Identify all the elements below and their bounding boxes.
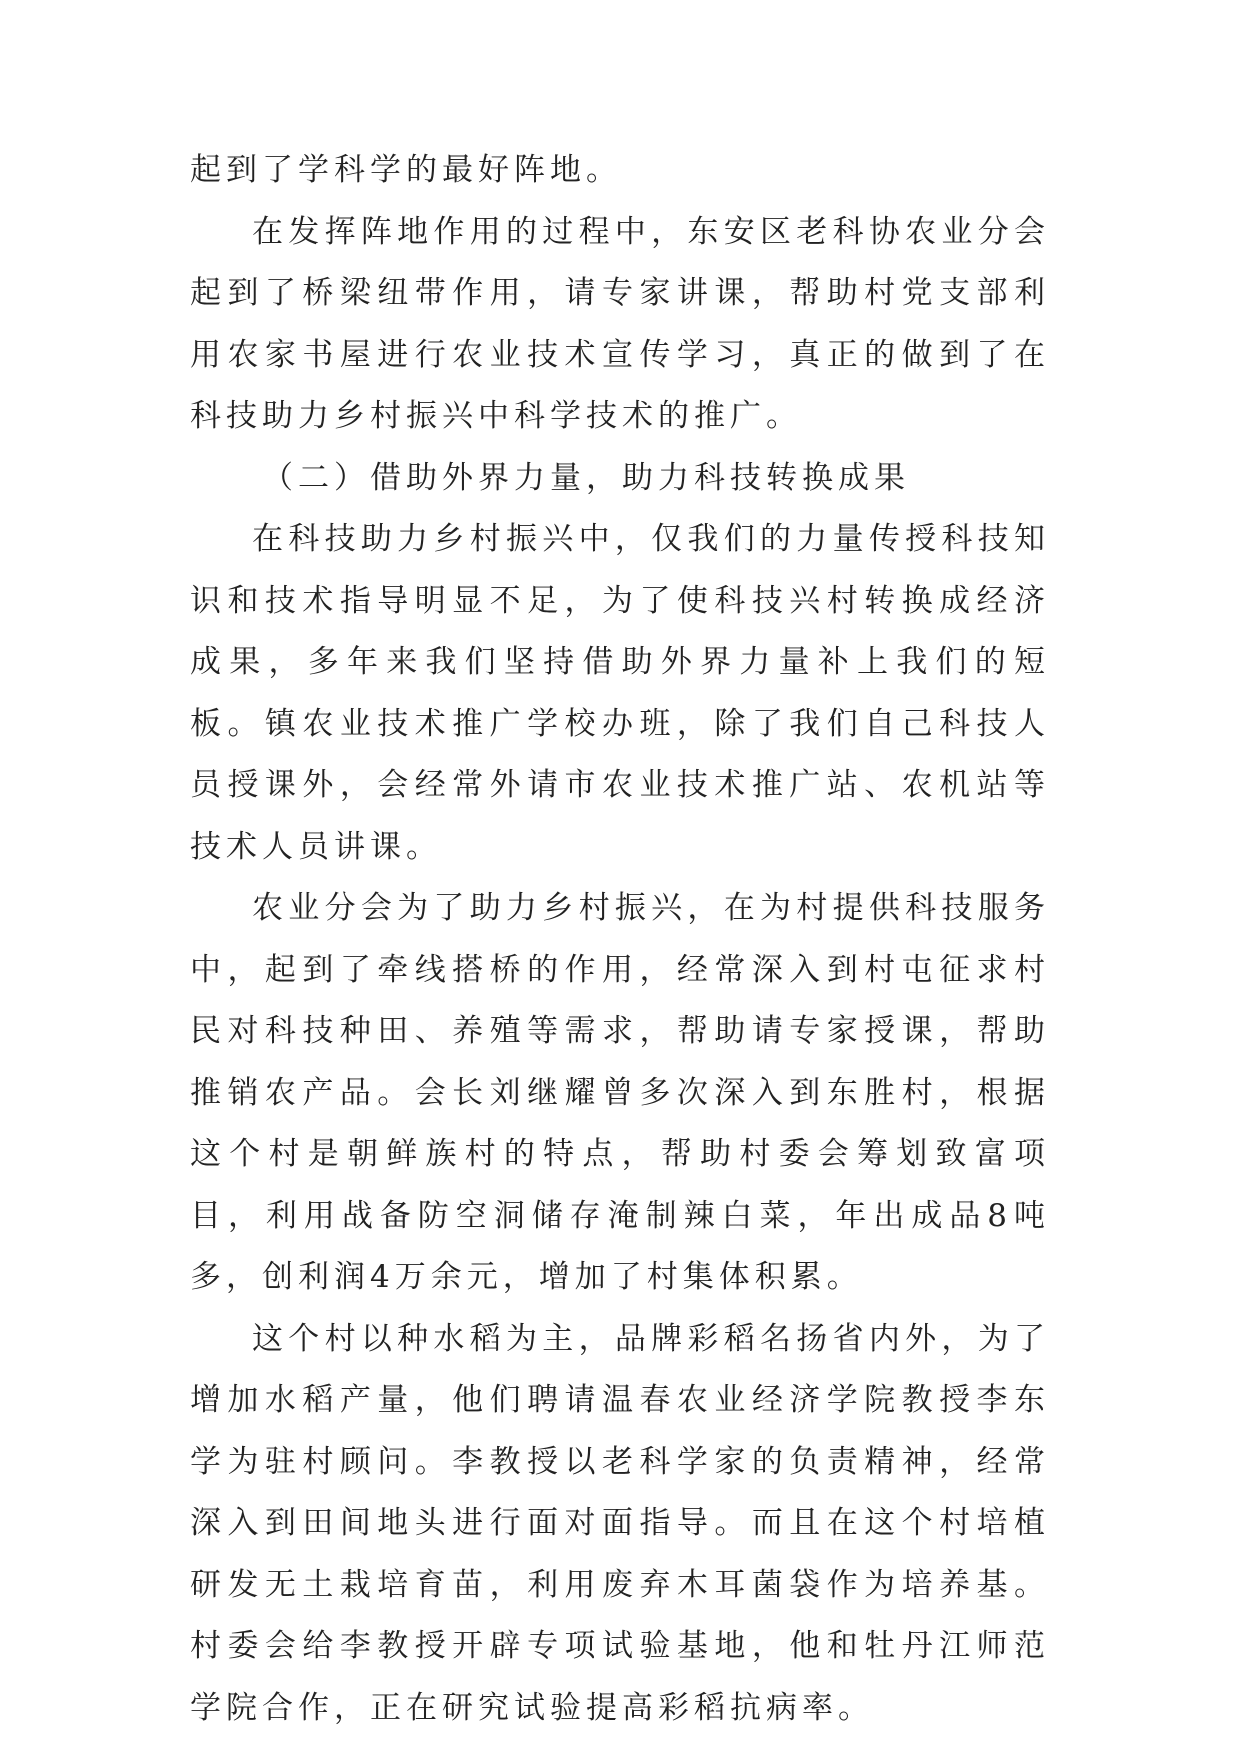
paragraph-agri-branch: 农业分会为了助力乡村振兴，在为村提供科技服务中，起到了牵线搭桥的作用，经常深入到村屯征求村民对科技种田、养殖等需求，帮助请专家授课，帮助推销农产品。会长刘继耀曾多次深入到东胜村，根据这个村是朝鲜族村的特点，帮助村委会筹划致富项目，利用战备防空洞储存淹制辣白菜，年出成品8吨多，创利润4万余元，增加了村集体积累。 — [190, 890, 1050, 1295]
section-heading: （二）借助外界力量，助力科技转换成果 — [262, 459, 910, 496]
paragraph-external-strength: 在科技助力乡村振兴中，仅我们的力量传授科技知识和技术指导明显不足，为了使科技兴村转换成经济成果，多年来我们坚持借助外界力量补上我们的短板。镇农业技术推广学校办班，除了我们自己科技人员授课外，会经常外请市农业技术推广站、农机站等技术人员讲课。 — [190, 521, 1050, 865]
document-page — [190, 140, 1050, 1739]
paragraph-bridge-role: 在发挥阵地作用的过程中，东安区老科协农业分会起到了桥梁纽带作用，请专家讲课，帮助村党支部利用农家书屋进行农业技术宣传学习，真正的做到了在科技助力乡村振兴中科学技术的推广。 — [190, 213, 1050, 434]
paragraph-continuation: 起到了学科学的最好阵地。 — [190, 152, 622, 188]
paragraph-rice-village: 这个村以种水稻为主，品牌彩稻名扬省内外，为了增加水稻产量，他们聘请温春农业经济学院教授李东学为驻村顾问。李教授以老科学家的负责精神，经常深入到田间地头进行面对面指导。而且在这个村培植研发无土栽培育苗，利用废弃木耳菌袋作为培养基。村委会给李教授开辟专项试验基地，他和牡丹江师范学院合作，正在研究试验提高彩稻抗病率。 — [190, 1320, 1050, 1726]
